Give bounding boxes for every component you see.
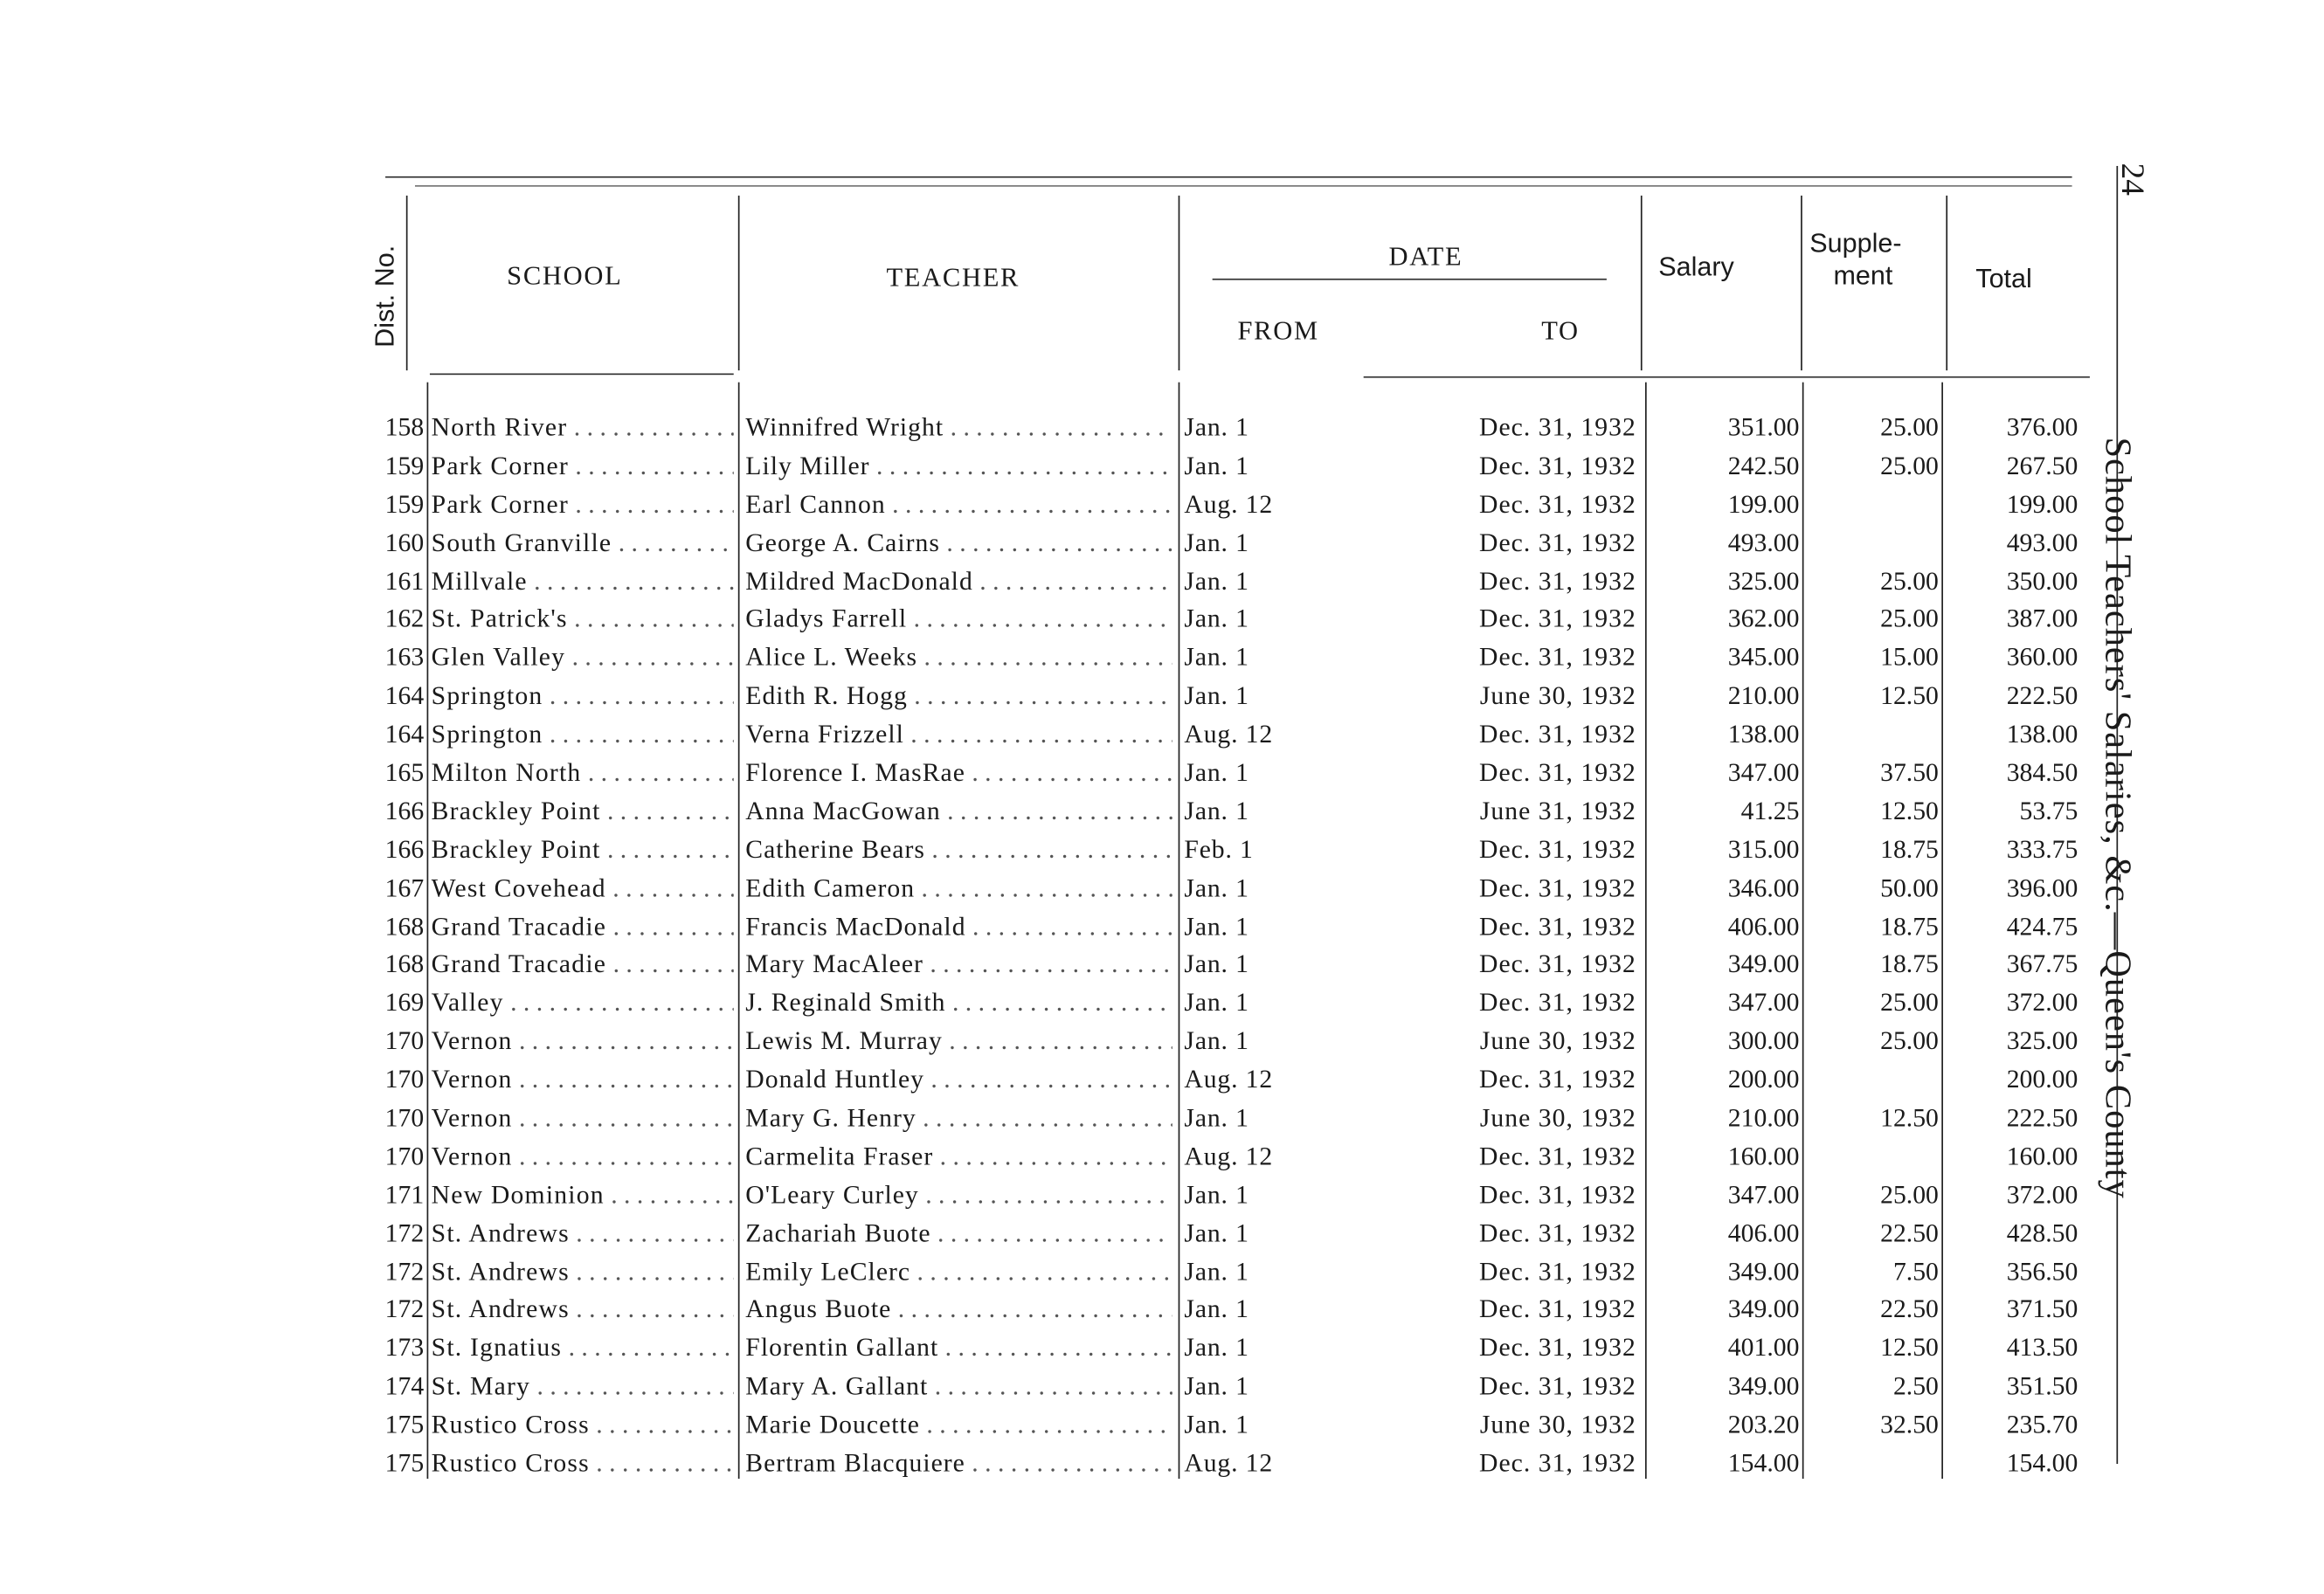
from-date-cell: Jan. 1: [1184, 1370, 1249, 1401]
supplement-cell: 18.75: [1880, 833, 1939, 864]
supplement-cell: 12.50: [1880, 795, 1939, 825]
total-cell: 53.75: [2019, 795, 2078, 825]
salary-cell: 200.00: [1727, 1064, 1800, 1094]
total-cell: 493.00: [2006, 527, 2078, 557]
dist-no-cell: 170: [384, 1025, 425, 1056]
page-number-text: 24: [2114, 162, 2153, 196]
teacher-cell: Mary A. Gallant . . .: [745, 1368, 1172, 1406]
dist-no-cell: 162: [384, 604, 425, 634]
total-cell: 160.00: [2006, 1141, 2078, 1171]
teacher-cell: J. Reginald Smith . . .: [745, 984, 1172, 1023]
from-date-cell: Jan. 1: [1184, 756, 1249, 787]
to-date-cell: Dec. 31, 1932: [1479, 1370, 1636, 1401]
from-date-cell: Aug. 12: [1184, 718, 1274, 749]
to-date-cell: Dec. 31, 1932: [1479, 756, 1636, 787]
to-date-cell: Dec. 31, 1932: [1479, 1294, 1636, 1324]
header-divider-teacher: [1179, 196, 1180, 370]
salary-cell: 210.00: [1727, 1102, 1800, 1133]
school-cell: St. Patrick's . . .: [432, 601, 734, 639]
from-date-cell: Feb. 1: [1184, 833, 1254, 864]
school-cell: West Covehead . . .: [432, 869, 734, 907]
salary-cell: 160.00: [1727, 1141, 1800, 1171]
school-cell: New Dominion . . .: [432, 1177, 734, 1215]
table-row: [0, 754, 2324, 792]
school-cell: Glen Valley . . .: [432, 639, 734, 678]
from-date-cell: Jan. 1: [1184, 1179, 1249, 1209]
school-cell: Milton North . . .: [432, 754, 734, 792]
to-date-cell: Dec. 31, 1932: [1479, 411, 1636, 442]
school-cell: Vernon . . .: [432, 1138, 734, 1177]
table-row: [0, 447, 2324, 486]
supplement-cell: 22.50: [1880, 1217, 1939, 1247]
teacher-cell: Florence I. MasRae . . .: [745, 754, 1172, 792]
from-date-cell: Jan. 1: [1184, 1255, 1249, 1286]
dist-no-cell: 171: [384, 1179, 425, 1209]
dist-no-cell: 164: [384, 680, 425, 710]
school-cell: Rustico Cross . . .: [432, 1445, 734, 1483]
table-row: [0, 831, 2324, 869]
table-row: [0, 1138, 2324, 1177]
header-supplement-line1: Supple-: [1809, 228, 1902, 259]
teacher-cell: O'Leary Curley . . .: [745, 1177, 1172, 1215]
salary-cell: 349.00: [1727, 1294, 1800, 1324]
total-cell: 356.50: [2006, 1255, 2078, 1286]
table-row: [0, 1291, 2324, 1329]
teacher-cell: Donald Huntley . . .: [745, 1061, 1172, 1100]
supplement-cell: 15.00: [1880, 642, 1939, 673]
dist-no-cell: 161: [384, 565, 425, 596]
supplement-cell: 12.50: [1880, 1102, 1939, 1133]
supplement-cell: 37.50: [1880, 756, 1939, 787]
to-date-cell: Dec. 31, 1932: [1479, 642, 1636, 673]
salary-cell: 349.00: [1727, 949, 1800, 979]
school-cell: St. Andrews . . .: [432, 1252, 734, 1291]
total-cell: 396.00: [2006, 872, 2078, 902]
supplement-cell: 18.75: [1880, 949, 1939, 979]
total-cell: 351.50: [2006, 1370, 2078, 1401]
top-rule-secondary: [415, 185, 2072, 187]
teacher-cell: Carmelita Fraser . . .: [745, 1138, 1172, 1177]
teacher-cell: Francis MacDonald . . .: [745, 907, 1172, 946]
total-cell: 424.75: [2006, 910, 2078, 941]
header-to: TO: [1541, 315, 1580, 346]
dist-no-cell: 170: [384, 1064, 425, 1094]
school-cell: Springton . . .: [432, 716, 734, 755]
table-row: [0, 984, 2324, 1023]
salary-cell: 138.00: [1727, 718, 1800, 749]
salary-cell: 347.00: [1727, 987, 1800, 1018]
total-cell: 199.00: [2006, 488, 2078, 519]
header-dist-no-text: Dist. No.: [370, 245, 400, 348]
supplement-cell: 12.50: [1880, 1332, 1939, 1363]
salary-cell: 345.00: [1727, 642, 1800, 673]
teacher-cell: George A. Cairns . . .: [745, 524, 1172, 562]
from-date-cell: Jan. 1: [1184, 872, 1249, 902]
salary-cell: 351.00: [1727, 411, 1800, 442]
school-cell: Park Corner . . .: [432, 486, 734, 524]
header-from: FROM: [1237, 315, 1319, 346]
dist-no-cell: 163: [384, 642, 425, 673]
teacher-cell: Bertram Blacquiere . . .: [745, 1445, 1172, 1483]
dist-no-cell: 168: [384, 910, 425, 941]
header-salary: Salary: [1658, 252, 1734, 282]
from-date-cell: Aug. 12: [1184, 1447, 1274, 1478]
to-date-cell: Dec. 31, 1932: [1479, 1064, 1636, 1094]
top-rule: [385, 176, 2072, 178]
supplement-cell: 25.00: [1880, 411, 1939, 442]
total-cell: 138.00: [2006, 718, 2078, 749]
table-row: [0, 869, 2324, 907]
to-date-cell: Dec. 31, 1932: [1479, 718, 1636, 749]
to-date-cell: Dec. 31, 1932: [1479, 1332, 1636, 1363]
teacher-cell: Marie Doucette . . .: [745, 1406, 1172, 1445]
from-date-cell: Jan. 1: [1184, 795, 1249, 825]
total-cell: 428.50: [2006, 1217, 2078, 1247]
header-dist-no: [362, 222, 409, 370]
to-date-cell: Dec. 31, 1932: [1479, 488, 1636, 519]
to-date-cell: Dec. 31, 1932: [1479, 1447, 1636, 1478]
teacher-cell: Mary G. Henry . . .: [745, 1100, 1172, 1138]
table-row: [0, 409, 2324, 447]
from-date-cell: Jan. 1: [1184, 642, 1249, 673]
supplement-cell: 18.75: [1880, 910, 1939, 941]
teacher-cell: Angus Buote . . .: [745, 1291, 1172, 1329]
salary-cell: 300.00: [1727, 1025, 1800, 1056]
school-cell: Valley . . .: [432, 984, 734, 1023]
salary-cell: 315.00: [1727, 833, 1800, 864]
table-row: [0, 524, 2324, 562]
total-cell: 333.75: [2006, 833, 2078, 864]
supplement-cell: 25.00: [1880, 604, 1939, 634]
total-cell: 372.00: [2006, 987, 2078, 1018]
table-row: [0, 639, 2324, 678]
to-date-cell: June 30, 1932: [1479, 1102, 1636, 1133]
dist-no-cell: 174: [384, 1370, 425, 1401]
header-school: SCHOOL: [507, 260, 623, 291]
date-header-rule: [1213, 279, 1607, 280]
salary-cell: 349.00: [1727, 1370, 1800, 1401]
supplement-cell: 7.50: [1892, 1255, 1939, 1286]
to-date-cell: Dec. 31, 1932: [1479, 872, 1636, 902]
dist-no-cell: 170: [384, 1102, 425, 1133]
salary-cell: 401.00: [1727, 1332, 1800, 1363]
header-bottom-rule-left: [430, 373, 734, 375]
to-date-cell: Dec. 31, 1932: [1479, 1217, 1636, 1247]
table-row: [0, 601, 2324, 639]
supplement-cell: 25.00: [1880, 1179, 1939, 1209]
teacher-cell: Florentin Gallant . . .: [745, 1329, 1172, 1368]
salary-table-body: [0, 409, 2324, 1483]
to-date-cell: Dec. 31, 1932: [1479, 604, 1636, 634]
from-date-cell: Jan. 1: [1184, 1217, 1249, 1247]
from-date-cell: Jan. 1: [1184, 1409, 1249, 1439]
school-cell: North River . . .: [432, 409, 734, 447]
teacher-cell: Emily LeClerc . . .: [745, 1252, 1172, 1291]
table-row: [0, 1061, 2324, 1100]
total-cell: 267.50: [2006, 450, 2078, 480]
school-cell: St. Andrews . . .: [432, 1291, 734, 1329]
total-cell: 200.00: [2006, 1064, 2078, 1094]
table-row: [0, 1215, 2324, 1253]
from-date-cell: Aug. 12: [1184, 488, 1274, 519]
salary-cell: 199.00: [1727, 488, 1800, 519]
school-cell: Brackley Point . . .: [432, 831, 734, 869]
teacher-cell: Zachariah Buote . . .: [745, 1215, 1172, 1253]
table-row: [0, 1023, 2324, 1061]
to-date-cell: June 30, 1932: [1479, 1409, 1636, 1439]
total-cell: 222.50: [2006, 680, 2078, 710]
total-cell: 350.00: [2006, 565, 2078, 596]
total-cell: 372.00: [2006, 1179, 2078, 1209]
header-divider-dist: [406, 196, 408, 370]
dist-no-cell: 160: [384, 527, 425, 557]
teacher-cell: Alice L. Weeks . . .: [745, 639, 1172, 678]
total-cell: 371.50: [2006, 1294, 2078, 1324]
dist-no-cell: 170: [384, 1141, 425, 1171]
from-date-cell: Jan. 1: [1184, 411, 1249, 442]
from-date-cell: Jan. 1: [1184, 680, 1249, 710]
table-row: [0, 907, 2324, 946]
header-bottom-rule-right: [1364, 376, 2090, 378]
from-date-cell: Jan. 1: [1184, 910, 1249, 941]
table-row: [0, 678, 2324, 716]
from-date-cell: Jan. 1: [1184, 1332, 1249, 1363]
total-cell: 413.50: [2006, 1332, 2078, 1363]
school-cell: Millvale . . .: [432, 562, 734, 601]
header-divider-school: [738, 196, 740, 370]
to-date-cell: Dec. 31, 1932: [1479, 527, 1636, 557]
school-cell: Grand Tracadie . . .: [432, 907, 734, 946]
side-title-text: School Teachers' Salaries, &c.—Queen's County: [2097, 437, 2138, 1199]
dist-no-cell: 167: [384, 872, 425, 902]
to-date-cell: Dec. 31, 1932: [1479, 987, 1636, 1018]
school-cell: Vernon . . .: [432, 1023, 734, 1061]
table-row: [0, 1406, 2324, 1445]
header-total: Total: [1975, 263, 2032, 293]
dist-no-cell: 175: [384, 1409, 425, 1439]
header-divider-date: [1641, 196, 1643, 370]
salary-cell: 203.20: [1727, 1409, 1800, 1439]
table-row: [0, 486, 2324, 524]
school-cell: St. Ignatius . . .: [432, 1329, 734, 1368]
supplement-cell: 25.00: [1880, 1025, 1939, 1056]
total-cell: 235.70: [2006, 1409, 2078, 1439]
dist-no-cell: 164: [384, 718, 425, 749]
from-date-cell: Jan. 1: [1184, 1102, 1249, 1133]
teacher-cell: Anna MacGowan . . .: [745, 792, 1172, 831]
salary-cell: 362.00: [1727, 604, 1800, 634]
total-cell: 154.00: [2006, 1447, 2078, 1478]
total-cell: 376.00: [2006, 411, 2078, 442]
school-cell: St. Mary . . .: [432, 1368, 734, 1406]
to-date-cell: June 31, 1932: [1479, 795, 1636, 825]
teacher-cell: Lily Miller . . .: [745, 447, 1172, 486]
supplement-cell: 2.50: [1892, 1370, 1939, 1401]
table-row: [0, 1177, 2324, 1215]
salary-cell: 325.00: [1727, 565, 1800, 596]
from-date-cell: Jan. 1: [1184, 604, 1249, 634]
teacher-cell: Earl Cannon . . .: [745, 486, 1172, 524]
from-date-cell: Jan. 1: [1184, 949, 1249, 979]
school-cell: South Granville . . .: [432, 524, 734, 562]
from-date-cell: Jan. 1: [1184, 565, 1249, 596]
table-row: [0, 946, 2324, 984]
dist-no-cell: 169: [384, 987, 425, 1018]
school-cell: Grand Tracadie . . .: [432, 946, 734, 984]
to-date-cell: Dec. 31, 1932: [1479, 910, 1636, 941]
table-row: [0, 1445, 2324, 1483]
salary-cell: 346.00: [1727, 872, 1800, 902]
school-cell: Springton . . .: [432, 678, 734, 716]
teacher-cell: Mildred MacDonald . . .: [745, 562, 1172, 601]
to-date-cell: Dec. 31, 1932: [1479, 833, 1636, 864]
table-row: [0, 1100, 2324, 1138]
school-cell: Vernon . . .: [432, 1100, 734, 1138]
dist-no-cell: 158: [384, 411, 425, 442]
school-cell: Park Corner . . .: [432, 447, 734, 486]
teacher-cell: Edith R. Hogg . . .: [745, 678, 1172, 716]
dist-no-cell: 165: [384, 756, 425, 787]
salary-cell: 349.00: [1727, 1255, 1800, 1286]
supplement-cell: 32.50: [1880, 1409, 1939, 1439]
total-cell: 360.00: [2006, 642, 2078, 673]
from-date-cell: Aug. 12: [1184, 1141, 1274, 1171]
school-cell: Brackley Point . . .: [432, 792, 734, 831]
header-divider-supplement: [1946, 196, 1947, 370]
teacher-cell: Edith Cameron . . .: [745, 869, 1172, 907]
school-cell: St. Andrews . . .: [432, 1215, 734, 1253]
school-cell: Vernon . . .: [432, 1061, 734, 1100]
header-divider-salary: [1801, 196, 1802, 370]
supplement-cell: 22.50: [1880, 1294, 1939, 1324]
total-cell: 325.00: [2006, 1025, 2078, 1056]
school-cell: Rustico Cross . . .: [432, 1406, 734, 1445]
to-date-cell: Dec. 31, 1932: [1479, 1179, 1636, 1209]
to-date-cell: Dec. 31, 1932: [1479, 450, 1636, 480]
to-date-cell: June 30, 1932: [1479, 1025, 1636, 1056]
header-teacher: TEACHER: [886, 262, 1020, 293]
salary-cell: 242.50: [1727, 450, 1800, 480]
salary-cell: 210.00: [1727, 680, 1800, 710]
total-cell: 387.00: [2006, 604, 2078, 634]
table-row: [0, 562, 2324, 601]
table-row: [0, 1329, 2324, 1368]
salary-cell: 406.00: [1727, 1217, 1800, 1247]
table-row: [0, 792, 2324, 831]
teacher-cell: Verna Frizzell . . .: [745, 716, 1172, 755]
to-date-cell: Dec. 31, 1932: [1479, 1141, 1636, 1171]
from-date-cell: Jan. 1: [1184, 987, 1249, 1018]
dist-no-cell: 159: [384, 450, 425, 480]
header-date: DATE: [1388, 241, 1463, 272]
supplement-cell: 25.00: [1880, 565, 1939, 596]
dist-no-cell: 175: [384, 1447, 425, 1478]
teacher-cell: Gladys Farrell . . .: [745, 601, 1172, 639]
to-date-cell: Dec. 31, 1932: [1479, 1255, 1636, 1286]
salary-cell: 406.00: [1727, 910, 1800, 941]
total-cell: 384.50: [2006, 756, 2078, 787]
supplement-cell: 25.00: [1880, 987, 1939, 1018]
salary-cell: 41.25: [1740, 795, 1800, 825]
dist-no-cell: 172: [384, 1217, 425, 1247]
from-date-cell: Jan. 1: [1184, 450, 1249, 480]
dist-no-cell: 172: [384, 1294, 425, 1324]
supplement-cell: 50.00: [1880, 872, 1939, 902]
to-date-cell: Dec. 31, 1932: [1479, 565, 1636, 596]
teacher-cell: Winnifred Wright . . .: [745, 409, 1172, 447]
total-cell: 367.75: [2006, 949, 2078, 979]
table-row: [0, 1252, 2324, 1291]
salary-cell: 154.00: [1727, 1447, 1800, 1478]
dist-no-cell: 168: [384, 949, 425, 979]
to-date-cell: Dec. 31, 1932: [1479, 949, 1636, 979]
salary-cell: 347.00: [1727, 756, 1800, 787]
from-date-cell: Aug. 12: [1184, 1064, 1274, 1094]
total-cell: 222.50: [2006, 1102, 2078, 1133]
from-date-cell: Jan. 1: [1184, 1025, 1249, 1056]
to-date-cell: June 30, 1932: [1479, 680, 1636, 710]
dist-no-cell: 166: [384, 833, 425, 864]
teacher-cell: Lewis M. Murray . . .: [745, 1023, 1172, 1061]
dist-no-cell: 172: [384, 1255, 425, 1286]
salary-cell: 347.00: [1727, 1179, 1800, 1209]
supplement-cell: 25.00: [1880, 450, 1939, 480]
table-row: [0, 1368, 2324, 1406]
dist-no-cell: 173: [384, 1332, 425, 1363]
teacher-cell: Catherine Bears . . .: [745, 831, 1172, 869]
header-supplement-line2: ment: [1833, 260, 1893, 291]
dist-no-cell: 159: [384, 488, 425, 519]
dist-no-cell: 166: [384, 795, 425, 825]
page-number: [2107, 160, 2158, 210]
from-date-cell: Jan. 1: [1184, 1294, 1249, 1324]
supplement-cell: 12.50: [1880, 680, 1939, 710]
salary-cell: 493.00: [1727, 527, 1800, 557]
table-row: [0, 716, 2324, 755]
from-date-cell: Jan. 1: [1184, 527, 1249, 557]
teacher-cell: Mary MacAleer . . .: [745, 946, 1172, 984]
